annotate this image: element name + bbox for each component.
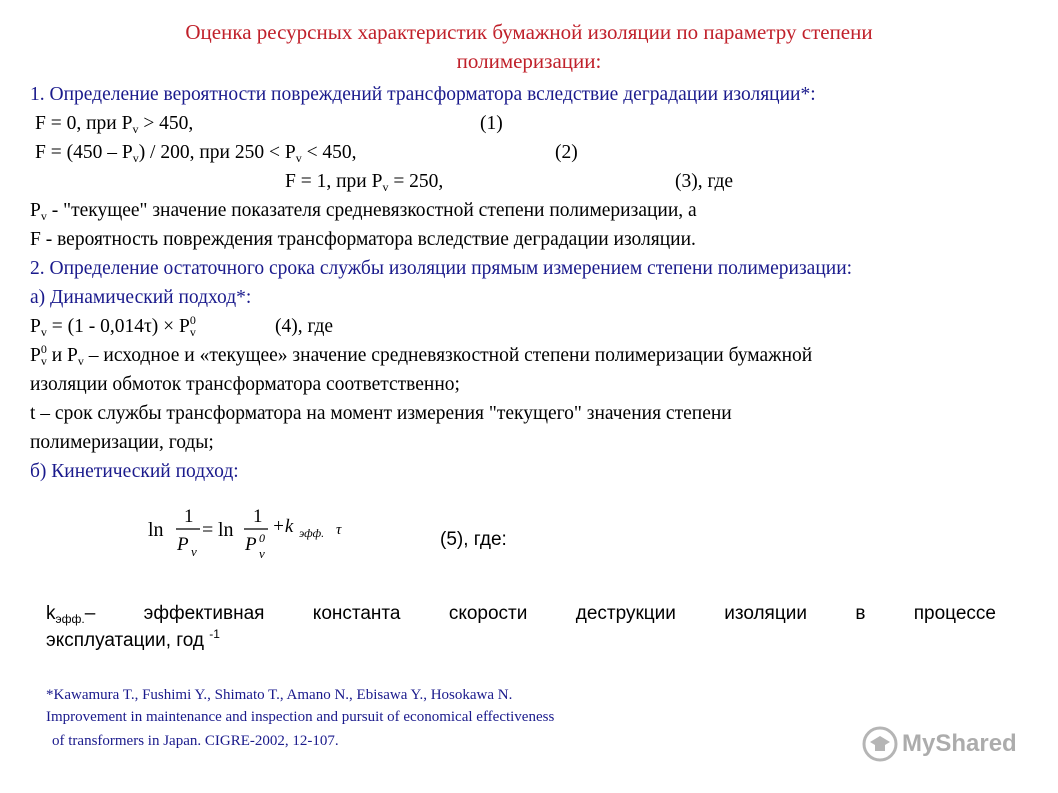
eq1-text-a: F = 0, при P [35, 113, 133, 134]
ln-right: ln [218, 519, 234, 541]
def3-sub-2: v [77, 354, 84, 368]
ln-left: ln [148, 519, 164, 541]
keff-line-1-text: – эффективная константа скорости деструкции изоляции в процессе [84, 603, 996, 624]
def3-text-c: – исходное и «текущее» значение средневязкостной степени полимеризации бумажной [83, 345, 813, 366]
equation-1-number: (1) [480, 113, 503, 134]
equation-3-number: (3), где [675, 171, 734, 192]
reference-line-2: Improvement in maintenance and inspection and pursuit of economical effectiveness [46, 709, 555, 725]
eq4-text-a: P [30, 316, 41, 337]
tau-symbol: τ [336, 522, 342, 538]
keff-line-2 [46, 627, 996, 654]
keff-k-sub: эфф. [55, 612, 85, 626]
formula-5-number: (5), где: [440, 529, 507, 550]
denominator-right-p: P [245, 534, 257, 555]
reference-line-1: *Kawamura T., Fushimi Y., Shimato T., Amano N., Ebisawa Y., Hosokawa N. [46, 687, 513, 703]
def1-text-a: P [30, 200, 41, 221]
graduation-cap-icon [862, 726, 898, 762]
keff-definition [46, 600, 996, 654]
definition-t-line-2: полимеризации, годы; [30, 432, 214, 453]
eq2-sub: v [132, 151, 139, 165]
eq2-text-c: < 450, [301, 142, 357, 163]
equation-4-number: (4), где [275, 316, 334, 337]
definition-pv0-line-2: изоляции обмоток трансформатора соответственно; [30, 374, 460, 395]
eq1-sub: v [132, 122, 139, 136]
def1-text-b: - "текущее" значение показателя средневязкостной степени полимеризации, а [46, 200, 697, 221]
k-subscript: эфф. [299, 526, 325, 540]
keff-line-2-text: эксплуатации, год [46, 630, 205, 651]
denominator-left-v: v [191, 544, 197, 559]
definition-t-line-1: t – срок службы трансформатора на момент измерения "текущего" значения степени [30, 403, 732, 424]
section-2-heading: 2. Определение остаточного срока службы изоляции прямым измерением степени полимеризации: [30, 258, 853, 279]
reference-line-3: of transformers in Japan. CIGRE-2002, 12-107. [52, 733, 339, 749]
definition-pv [30, 198, 697, 224]
eq3-text-b: = 250, [388, 171, 444, 192]
eq4-text-b: = (1 - 0,014τ) × P [46, 316, 190, 337]
eq4-sub: v [40, 325, 47, 339]
definition-pv0 [30, 343, 812, 369]
plus-k: +k [272, 516, 294, 537]
eq3-sub: v [382, 180, 389, 194]
keff-symbol [46, 600, 85, 627]
myshared-watermark[interactable] [862, 726, 1017, 762]
page-title [0, 18, 1058, 76]
title-line-1: Оценка ресурсных характеристик бумажной изоляции по параметру степени [185, 20, 873, 44]
formula-5 [140, 500, 380, 570]
denominator-right-v: v [259, 546, 265, 561]
eq2-text-b: ) / 200, при 250 < P [138, 142, 296, 163]
eq1-text-b: > 450, [138, 113, 194, 134]
subsection-a-heading: а) Динамический подход*: [30, 287, 252, 308]
equation-3 [285, 169, 443, 195]
numerator-left: 1 [184, 506, 194, 527]
equation-1 [35, 111, 193, 137]
eq2-text-a: F = (450 – P [35, 142, 133, 163]
title-line-2: полимеризации: [456, 49, 602, 73]
eq2-sub-2: v [295, 151, 302, 165]
equals-sign: = [202, 519, 214, 541]
denominator-left-p: P [177, 534, 189, 555]
keff-line-1 [46, 600, 996, 627]
keff-k: k [46, 603, 56, 624]
subsection-b-heading: б) Кинетический подход: [30, 461, 239, 482]
numerator-right: 1 [253, 506, 263, 527]
equation-2 [35, 140, 357, 166]
def3-sup: 0 [40, 342, 47, 356]
section-1-heading: 1. Определение вероятности повреждений трансформатора вследствие деградации изоляции*: [30, 84, 816, 105]
def1-sub: v [40, 209, 47, 223]
keff-line-2-sup: -1 [209, 627, 220, 641]
eq4-sub-2: v [189, 325, 196, 339]
equation-4 [30, 314, 196, 340]
denominator-right-zero: 0 [259, 531, 265, 545]
eq4-sup: 0 [189, 313, 196, 327]
def3-text-a: P [30, 345, 41, 366]
eq3-text-a: F = 1, при P [285, 171, 383, 192]
equation-2-number: (2) [555, 142, 578, 163]
def3-text-b: и P [46, 345, 78, 366]
def3-sub: v [40, 354, 47, 368]
definition-f: F - вероятность повреждения трансформатора вследствие деградации изоляции. [30, 229, 696, 250]
watermark-text: MyShared [902, 730, 1017, 757]
